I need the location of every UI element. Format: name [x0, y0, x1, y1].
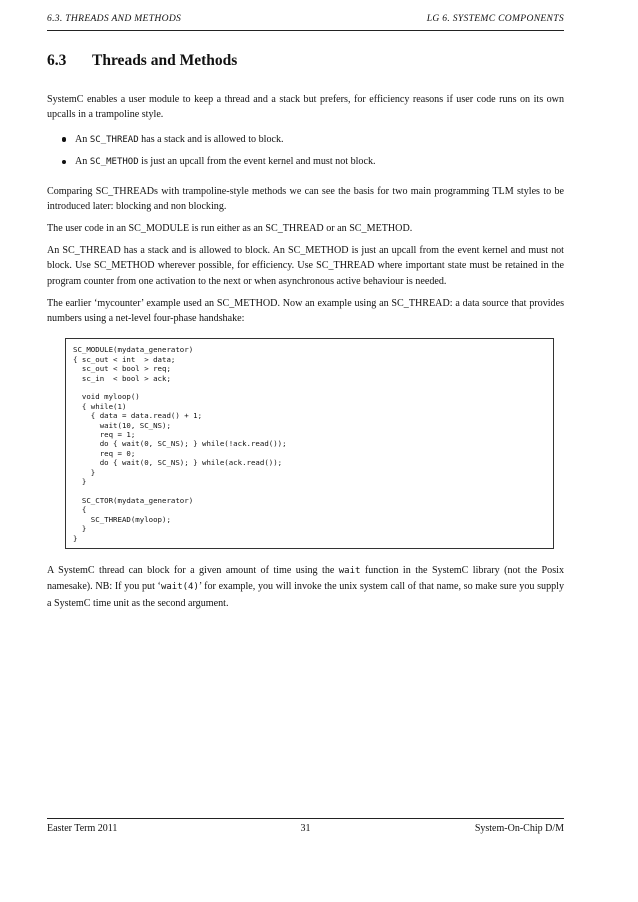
bullet-icon	[62, 137, 66, 141]
inline-code: wait(4)	[160, 582, 199, 593]
header-left: 6.3. THREADS AND METHODS	[47, 13, 182, 24]
bullet-code: SC_METHOD	[89, 157, 139, 168]
footer-rule	[47, 818, 564, 819]
intro-paragraph: SystemC enables a user module to keep a thread and a stack but prefers, for efficiency reasons if user code runs on its own upcalls in a trampoline style.	[47, 94, 564, 121]
code-line: sc_in < bool > ack;	[73, 373, 171, 383]
bullet-prefix: An	[75, 133, 90, 145]
page-body	[47, 92, 564, 618]
code-line: }	[73, 477, 87, 487]
user-code-paragraph: The user code in an SC_MODULE is run either as an SC_THREAD or an SC_METHOD.	[47, 222, 413, 234]
code-line: {	[73, 505, 87, 515]
code-line: void myloop()	[73, 392, 140, 402]
bullet-icon	[62, 160, 66, 164]
code-line: { while(1)	[73, 401, 127, 411]
header-rule	[47, 30, 564, 31]
closing-text: ’ for example, you will invoke the unix system call of that name, so make sure you supply a SystemC time unit as the second argument.	[47, 581, 565, 609]
section-title: Threads and Methods	[92, 52, 238, 69]
bullet-code: SC_THREAD	[89, 134, 139, 145]
footer-left: Easter Term 2011	[47, 823, 118, 834]
bullet-text: has a stack and is allowed to block.	[138, 133, 284, 145]
footer-right: System-On-Chip D/M	[474, 823, 564, 834]
code-line: req = 0;	[73, 448, 136, 458]
code-line	[73, 486, 553, 495]
header-right: LG 6. SYSTEMC COMPONENTS	[426, 13, 564, 24]
code-line: { sc_out < int > data;	[73, 354, 176, 364]
code-line: }	[73, 533, 78, 543]
code-line: do { wait(0, SC_NS); } while(!ack.read());	[73, 439, 287, 449]
code-line: req = 1;	[73, 430, 136, 440]
code-line: { data = data.read() + 1;	[73, 411, 203, 421]
bullet-prefix: An	[75, 156, 90, 168]
code-line: do { wait(0, SC_NS); } while(ack.read());	[73, 458, 283, 468]
code-line: SC_MODULE(mydata_generator)	[73, 345, 194, 355]
code-line: SC_THREAD(myloop);	[73, 514, 171, 524]
inline-code: wait	[338, 565, 361, 576]
code-line: }	[73, 524, 87, 534]
bullet-list	[47, 132, 564, 171]
closing-text: function in the SystemC library (not the Posix namesake). NB: If you put ‘	[47, 564, 564, 593]
comparing-paragraph: Comparing SC_THREADs with trampoline-style methods we can see the basis for two main programming TLM styles to be introduced later: blocking and non blocking.	[47, 185, 564, 213]
bullet-text: is just an upcall from the event kernel and must not block.	[138, 156, 376, 168]
running-header	[47, 13, 564, 24]
bullet-item	[47, 132, 564, 148]
page-number: 31	[300, 823, 311, 834]
code-line: }	[73, 467, 96, 477]
code-line: wait(10, SC_NS);	[73, 420, 171, 430]
page-footer	[47, 823, 564, 834]
code-listing	[65, 338, 554, 549]
bullet-item	[47, 154, 564, 170]
code-line: SC_CTOR(mydata_generator)	[73, 495, 194, 505]
section-number: 6.3	[47, 52, 67, 69]
example-intro-paragraph: The earlier ‘mycounter’ example used an SC_METHOD. Now an example using an SC_THREAD: a data source that provides numbers using a net-level four-phase handshake:	[47, 297, 564, 324]
closing-paragraph	[47, 563, 564, 611]
closing-text: A SystemC thread can block for a given amount of time using the	[47, 564, 339, 576]
thread-method-paragraph: An SC_THREAD has a stack and is allowed to block. An SC_METHOD is just an upcall from the event kernel and must not block. Use SC_METHOD wherever possible, for efficiency. Use SC_THREAD where important state must be retained in the program counter from one activation to the next or when asynchronous active behaviour is needed.	[47, 244, 564, 287]
code-line: sc_out < bool > req;	[73, 364, 171, 374]
code-line	[73, 383, 553, 392]
section-heading	[47, 52, 237, 70]
